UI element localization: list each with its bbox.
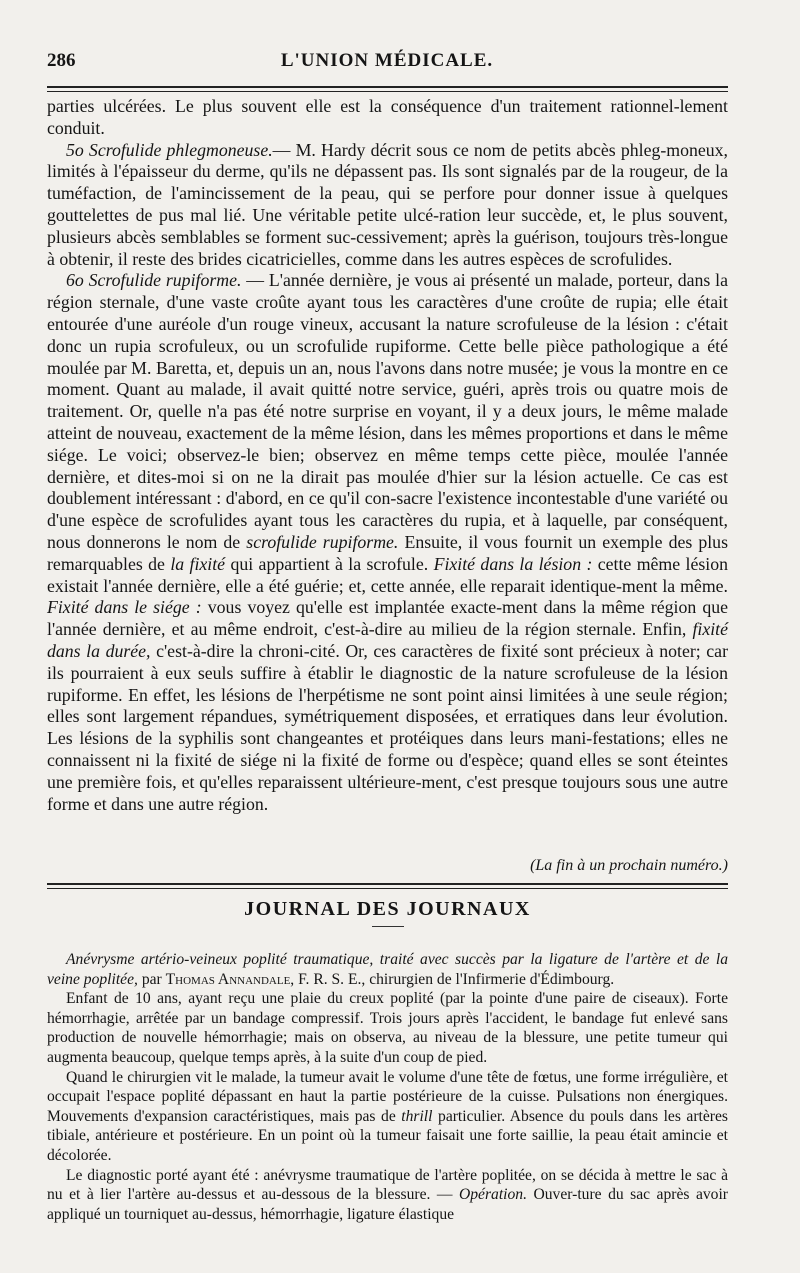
journal-item-title (47, 950, 728, 989)
continuation-note: (La fin à un prochain numéro.) (530, 857, 728, 874)
italic-phrase: fixité dans la durée, (47, 619, 728, 661)
paragraph-text: Ouver-ture du sac après avoir appliqué un tourniquet au-dessus, hémorrhagie, ligature élastique (47, 1186, 728, 1223)
paragraph-text: c'est-à-dire la chroni-cité. Or, ces caractères de fixité sont précieux à noter; car ils pourraient à eux seuls suffire à établir le diagnostic de la nature scrofuleuse de la lésion rupiforme. En effet, les lésions de l'herpétisme ne sont point ainsi limitées à une seule région; elles sont largement répandues, symétriquement disposées, et erratiques dans leur évolution. Les lésions de la syphilis sont changeantes et protéiques dans leurs mani-festations; elles ne connaissent ni la fixité de siége ni la fixité de forme ou d'espèce; quand elles se sont éteintes une première fois, et qu'elles reparaissent ultérieure-ment, c'est presque toujours sous une autre forme et dans une autre région. (47, 640, 729, 814)
paragraph-text: cette même lésion existait l'année dernière, elle a été guérie; et, cette année, elle reparait identique-ment la même. (47, 553, 728, 596)
item-by: par (137, 970, 166, 988)
article-body (47, 96, 728, 815)
paragraph-text: — L'année dernière, je vous ai présenté un malade, porteur, dans la région sternale, d'une vaste croûte ayant tous les caractères d'une croûte de rupia; elle était entourée d'une auréole d'un rouge vineux, accusant la nature scrofuleuse de la lésion : c'était donc un rupia scrofuleux, ou un scrofulide rupiforme. Cette belle pièce pathologique a été moulée par M. Baretta, et, depuis un an, nous l'avons dans notre musée; je vous la montre en ce moment. Quant au malade, il avait quitté notre service, guéri, après trois ou quatre mois de traitement. Or, quelle n'a pas été notre surprise en voyant, il y a deux jours, le même malade atteint de nouveau, exactement de la même lésion, dans les mêmes proportions et dans le même siége. Le voici; observez-le bien; observez en même temps cette pièce, moulée l'année dernière, et dites-moi si on ne la dirait pas moulée d'hier sur la lésion actuelle. Ce cas est doublement intéressant : d'abord, en ce qu'il con-sacre l'existence incontestable d'une variété ou d'une espèce de scrofulides ayant tous les caractères du rupia, et à laquelle, par conséquent, nous donnerons le nom de (47, 270, 728, 552)
section-rule (47, 883, 728, 889)
header-rule (47, 86, 728, 92)
italic-phrase: thrill (401, 1107, 433, 1125)
paragraph-scrofulide-rupiforme (47, 270, 728, 815)
item-title: Anévrysme artério-veineux poplité traumatique, traité avec succès par la ligature de l'artère et de la veine poplitée, (47, 951, 728, 988)
paragraph-text: particulier. Absence du pouls dans les artères tibiale, antérieure et postérieure. En un point où la tumeur faisait une forte saillie, la peau était amincie et décolorée. (47, 1107, 728, 1164)
section-lead: 5o Scrofulide phlegmoneuse. (66, 139, 273, 160)
running-title: L'UNION MÉDICALE. (280, 50, 494, 71)
italic-phrase: la fixité (170, 553, 226, 574)
paragraph-text: qui appartient à la scrofule. (225, 553, 434, 574)
section-title: JOURNAL DES JOURNAUX (244, 898, 531, 920)
section-divider (372, 926, 404, 927)
journal-body (47, 950, 728, 1224)
journal-paragraph-2 (47, 1068, 728, 1166)
page-number: 286 (47, 50, 76, 71)
item-author: Thomas Annandale, F. R. S. E., (165, 970, 366, 988)
paragraph-text: vous voyez qu'elle est implantée exacte-ment dans la même région que l'année dernière, et au même endroit, c'est-à-dire au milieu de la région sternale. Enfin, (47, 597, 728, 640)
paragraph-text: Le diagnostic porté ayant été : anévrysme traumatique de l'artère poplitée, on se décida à mettre le sac à nu et à lier l'artère au-dessus et au-dessous de la blessure. — (47, 1166, 728, 1204)
journal-paragraph-1: Enfant de 10 ans, ayant reçu une plaie du creux poplité (par la pointe d'une paire de ciseaux). Forte hémorrhagie, arrêtée par un bandage compressif. Trois jours après l'accident, le bandage fut enlevé sans production de nouvelle hémorrhagie; mais on observa, au niveau de la blessure, une petite tumeur qui augmenta beaucoup, quelque temps après, à la suite d'un coup de pied. (47, 990, 728, 1066)
paragraph-1: parties ulcérées. Le plus souvent elle est la conséquence d'un traitement rationnel-lement conduit. (47, 96, 728, 138)
italic-phrase: Opération. (458, 1186, 527, 1204)
italic-phrase: Fixité dans la lésion : (433, 553, 593, 574)
item-affiliation: chirurgien de l'Infirmerie d'Édimbourg. (365, 970, 615, 988)
page-header (47, 50, 727, 80)
journal-paragraph-3 (47, 1166, 728, 1225)
paragraph-scrofulide-phlegmoneuse (47, 140, 728, 271)
paragraph-text: — M. Hardy décrit sous ce nom de petits abcès phleg-moneux, limités à l'épaisseur du derme, qu'ils ne dépassent pas. Ils sont signalés par de la rougeur, de la tuméfaction, de l'amincissement de la peau, qui se perfore pour donner issue à quelques gouttelettes de pus mal lié. Une véritable petite ulcé-ration leur succède, et, le plus souvent, plusieurs abcès semblables se forment suc-cessivement; après la guérison, toujours très-longue à obtenir, il reste des brides cicatricielles, comme dans les autres espèces de scrofulides. (47, 139, 729, 269)
section-lead: 6o Scrofulide rupiforme. (66, 270, 242, 291)
italic-phrase: Fixité dans le siége : (47, 597, 202, 618)
italic-phrase: scrofulide rupiforme. (246, 531, 399, 552)
paragraph-text: Ensuite, il vous fournit un exemple des plus remarquables de (47, 531, 728, 574)
paragraph-text: Quand le chirurgien vit le malade, la tumeur avait le volume d'une tête de fœtus, une forme irrégulière, et occupait l'espace poplité dépassant en haut la partie postérieure de la cuisse. Pulsations non énergiques. Mouvements d'expansion caractéristiques, mais pas de (47, 1068, 728, 1125)
